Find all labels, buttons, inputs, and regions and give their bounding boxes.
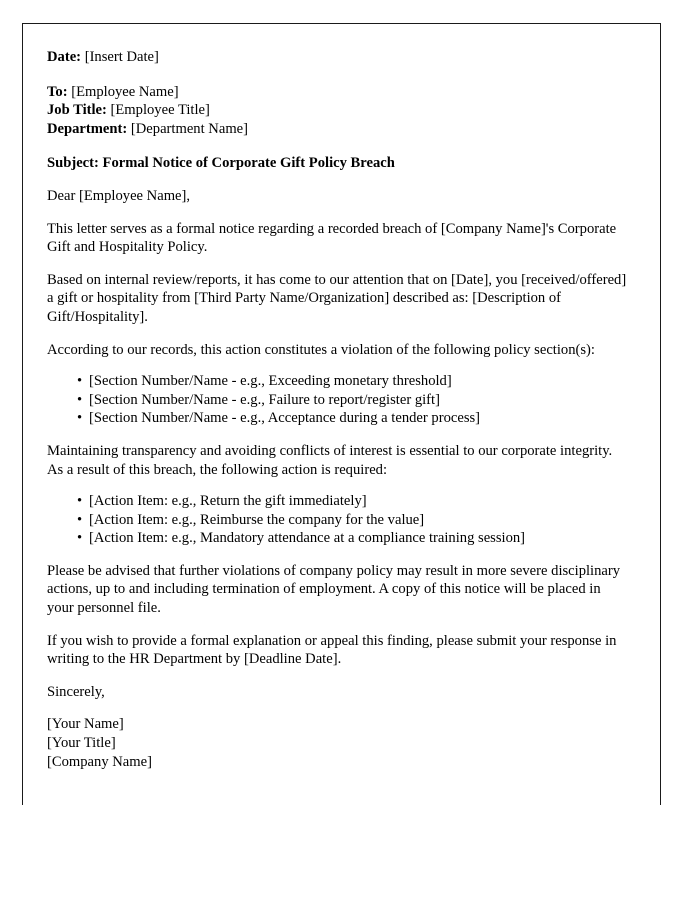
recipient-block: [47, 83, 627, 139]
salutation: Dear [Employee Name],: [47, 187, 191, 204]
meta-department-label: Department:: [47, 120, 128, 137]
closing: Sincerely,: [47, 683, 105, 700]
meta-date-label: Date:: [47, 49, 82, 65]
letter-metadata: [47, 48, 627, 67]
list-item: • [Section Number/Name - e.g., Acceptance during a tender process]: [89, 409, 627, 428]
violation-list: [47, 372, 627, 428]
meta-job-title-label: Job Title:: [47, 102, 107, 119]
spacer: [47, 359, 627, 372]
spacer: [47, 669, 627, 683]
list-item: • [Action Item: e.g., Return the gift immediately]: [89, 492, 627, 511]
paragraph-findings: Based on internal review/reports, it has come to our attention that on [Date], you [received/offered] a gift or hospitality from [Third Party Name/Organization] described as: [Description of Gift/Hospitality].: [47, 271, 627, 325]
signature-block: [47, 715, 627, 771]
meta-job-title: [47, 101, 627, 120]
spacer: [47, 479, 627, 492]
action-list: [47, 492, 627, 548]
paragraph-integrity: Maintaining transparency and avoiding conflicts of interest is essential to our corporate integrity. As a result of this breach, the following action is required:: [47, 442, 613, 478]
meta-department-value: [Department Name]: [130, 120, 249, 137]
spacer: [47, 206, 627, 220]
paragraph-warning: Please be advised that further violations of company policy may result in more severe disciplinary actions, up to and including termination of employment. A copy of this notice will be placed in your personnel file.: [47, 562, 621, 617]
meta-department: [47, 120, 627, 139]
meta-date: [47, 48, 627, 67]
list-item: • [Section Number/Name - e.g., Exceeding monetary threshold]: [89, 372, 627, 391]
letter-body: [47, 48, 627, 771]
paragraph-intro: This letter serves as a formal notice regarding a recorded breach of [Company Name]'s Corporate Gift and Hospitality Policy.: [47, 220, 617, 256]
spacer: [47, 618, 627, 632]
signature-name: [Your Name]: [47, 716, 124, 733]
spacer: [47, 548, 627, 562]
meta-to-label: To:: [47, 83, 68, 100]
meta-job-title-value: [Employee Title]: [110, 102, 210, 119]
document-page: [22, 23, 661, 805]
paragraph-violation-intro: According to our records, this action constitutes a violation of the following policy section(s):: [47, 341, 595, 358]
paragraph-appeal: If you wish to provide a formal explanation or appeal this finding, please submit your response in writing to the HR Department by [Deadline Date].: [47, 632, 617, 668]
signature-company: [Company Name]: [47, 753, 152, 770]
spacer: [47, 327, 627, 341]
meta-to-value: [Employee Name]: [71, 83, 179, 100]
spacer: [47, 701, 627, 715]
spacer: [47, 138, 627, 154]
meta-to: [47, 83, 627, 102]
signature-title: [Your Title]: [47, 735, 116, 752]
list-item: • [Action Item: e.g., Mandatory attendance at a compliance training session]: [89, 529, 627, 548]
list-item: • [Action Item: e.g., Reimburse the company for the value]: [89, 511, 627, 530]
spacer: [47, 173, 627, 187]
spacer: [47, 428, 627, 442]
subject-line: Subject: Formal Notice of Corporate Gift Policy Breach: [47, 155, 395, 172]
meta-date-value: [Insert Date]: [84, 49, 159, 65]
spacer: [47, 67, 627, 83]
spacer: [47, 257, 627, 271]
list-item: • [Section Number/Name - e.g., Failure to report/register gift]: [89, 391, 627, 410]
